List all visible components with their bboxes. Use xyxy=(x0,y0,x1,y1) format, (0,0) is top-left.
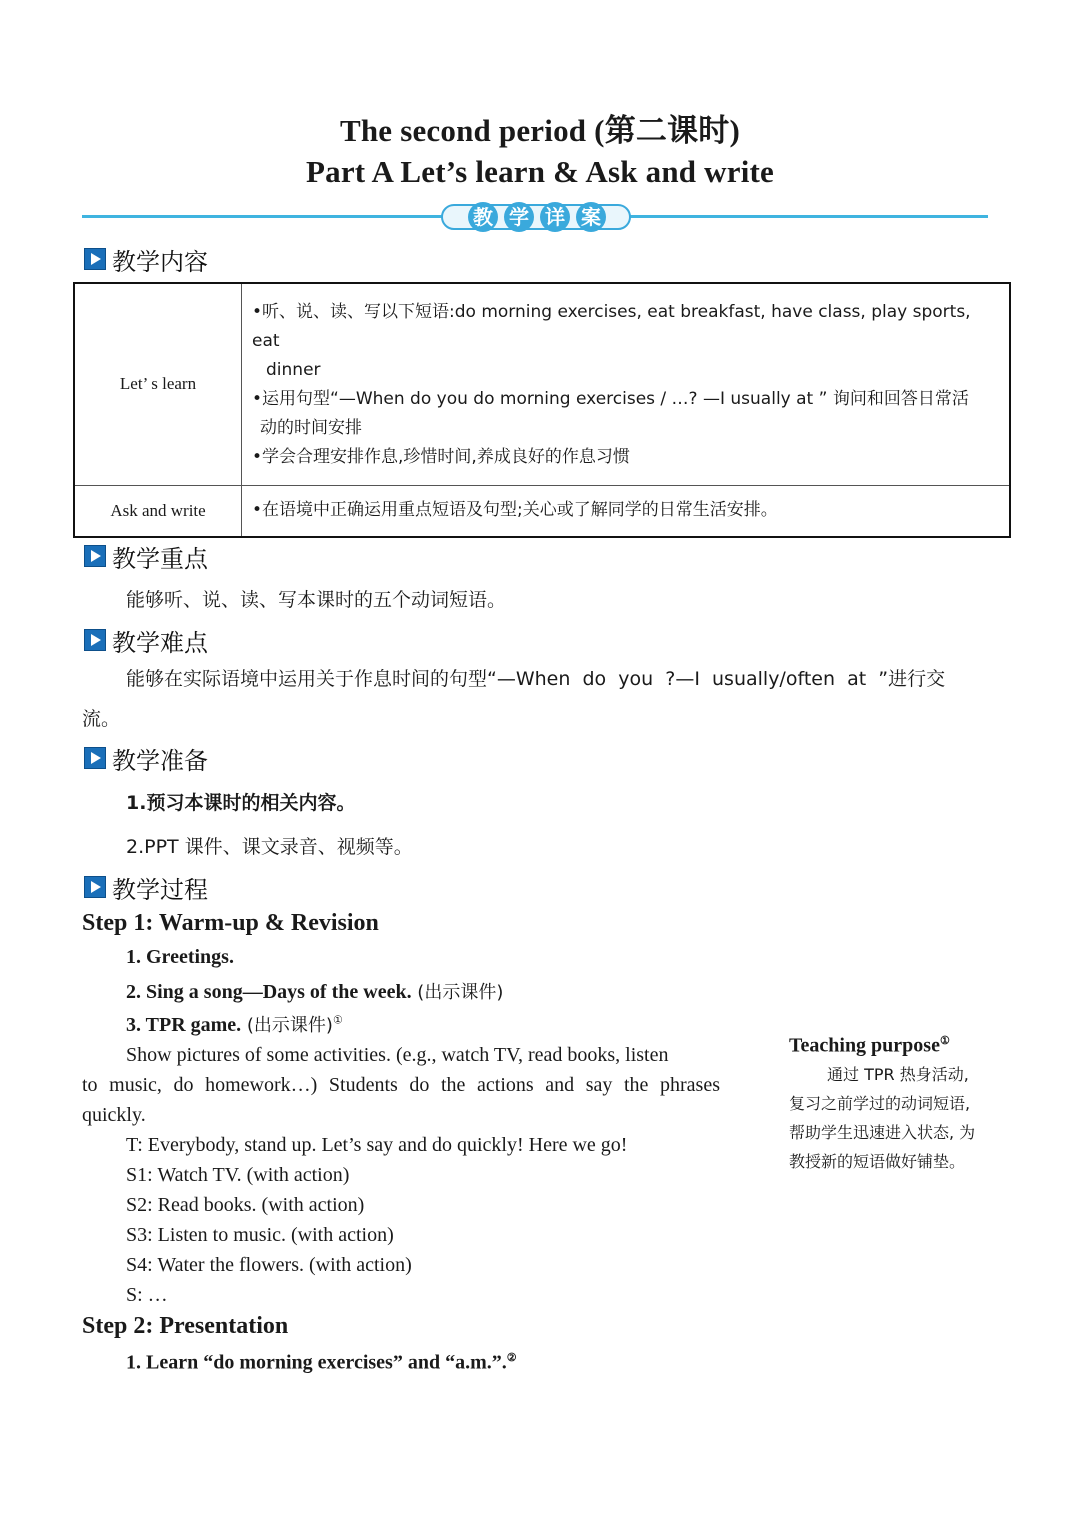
list-item: •听、说、读、写以下短语:do morning exercises, eat breakfast, have class, play sports, eat xyxy=(252,302,971,352)
song-note: (出示课件) xyxy=(411,982,504,1003)
play-icon xyxy=(84,876,106,898)
note-line: 教授新的短语做好铺垫。 xyxy=(789,1151,966,1171)
row-label: Let’ s learn xyxy=(74,283,242,485)
banner-char: 详 xyxy=(540,202,570,232)
dialogue-line: T: Everybody, stand up. Let’s say and do quickly! Here we go! xyxy=(126,1134,628,1156)
activity-paragraph-end: quickly. xyxy=(82,1104,146,1126)
row-content xyxy=(242,283,1011,485)
banner-line-left xyxy=(82,215,442,218)
step1-greetings: 1. Greetings. xyxy=(126,946,234,968)
section-title: 教学过程 xyxy=(112,875,208,904)
song-label: 2. Sing a song—Days of the week. xyxy=(126,981,412,1003)
step1-tpr xyxy=(126,1011,343,1037)
banner-char: 案 xyxy=(576,202,606,232)
banner-char: 教 xyxy=(468,202,498,232)
list-item: •学会合理安排作息,珍惜时间,养成良好的作息习惯 xyxy=(252,447,630,468)
row-content xyxy=(242,485,1011,537)
preparation-item: 2.PPT 课件、课文录音、视频等。 xyxy=(126,836,413,858)
section-teaching-content xyxy=(84,244,208,274)
play-icon xyxy=(84,629,106,651)
section-title: 教学重点 xyxy=(112,544,208,573)
footnote-marker: ① xyxy=(332,1014,343,1027)
section-key-points xyxy=(84,541,208,571)
step1-title: Step 1: Warm-up & Revision xyxy=(82,910,379,936)
play-icon xyxy=(84,248,106,270)
teaching-purpose-title xyxy=(789,1034,1029,1058)
section-title: 教学难点 xyxy=(112,628,208,657)
activity-paragraph-cont: to music, do homework…) Students do the actions and say the phrases xyxy=(82,1074,720,1096)
dialogue-line: S3: Listen to music. (with action) xyxy=(126,1224,394,1246)
step2-item xyxy=(126,1351,517,1375)
play-icon xyxy=(84,747,106,769)
difficulties-text-cont: 流。 xyxy=(82,708,121,730)
tpr-label: 3. TPR game. xyxy=(126,1014,242,1036)
play-icon xyxy=(84,545,106,567)
list-item: dinner xyxy=(266,360,321,381)
banner-line-right xyxy=(625,215,988,218)
step1-song xyxy=(126,978,503,1004)
teaching-purpose-note xyxy=(789,1034,1029,1176)
row-label: Ask and write xyxy=(74,485,242,537)
step2-item-text: 1. Learn “do morning exercises” and “a.m.”. xyxy=(126,1351,507,1374)
note-line: 帮助学生迅速进入状态, 为 xyxy=(789,1122,976,1142)
footnote-marker: ② xyxy=(506,1352,517,1364)
tpr-note: (出示课件) xyxy=(241,1015,333,1036)
key-points-text: 能够听、说、读、写本课时的五个动词短语。 xyxy=(126,589,507,611)
banner-char: 学 xyxy=(504,202,534,232)
step2-title: Step 2: Presentation xyxy=(82,1313,289,1339)
content-table xyxy=(73,282,1011,538)
difficulties-text: 能够在实际语境中运用关于作息时间的句型“—When do you ?—I usually/often at ”进行交 xyxy=(126,668,946,690)
note-line: 复习之前学过的动词短语, xyxy=(789,1093,971,1113)
preparation-item: 1.预习本课时的相关内容。 xyxy=(126,792,356,814)
section-title: 教学准备 xyxy=(112,746,208,775)
dialogue-line: S2: Read books. (with action) xyxy=(126,1194,365,1216)
period-title: The second period (第二课时) xyxy=(339,113,741,148)
part-title: Part A Let’s learn & Ask and write xyxy=(305,154,775,189)
dialogue-line: S4: Water the flowers. (with action) xyxy=(126,1254,412,1276)
lesson-plan-banner xyxy=(441,200,631,234)
section-title: 教学内容 xyxy=(112,247,208,276)
dialogue-line: S: … xyxy=(126,1284,168,1306)
list-item: •运用句型“—When do you do morning exercises / …? —I usually at ” 询问和回答日常活 xyxy=(252,389,969,410)
note-line: 通过 TPR 热身活动, xyxy=(827,1064,969,1084)
section-process xyxy=(84,872,208,902)
table-row xyxy=(74,283,1010,485)
list-item: 动的时间安排 xyxy=(260,418,362,439)
dialogue-line: S1: Watch TV. (with action) xyxy=(126,1164,350,1186)
section-difficulties xyxy=(84,625,208,655)
note-title: Teaching purpose xyxy=(789,1034,940,1057)
table-row xyxy=(74,485,1010,537)
activity-paragraph: Show pictures of some activities. (e.g., watch TV, read books, listen xyxy=(126,1044,669,1066)
list-item: •在语境中正确运用重点短语及句型;关心或了解同学的日常生活安排。 xyxy=(252,500,778,521)
section-preparation xyxy=(84,743,208,773)
footnote-marker: ① xyxy=(939,1035,950,1047)
